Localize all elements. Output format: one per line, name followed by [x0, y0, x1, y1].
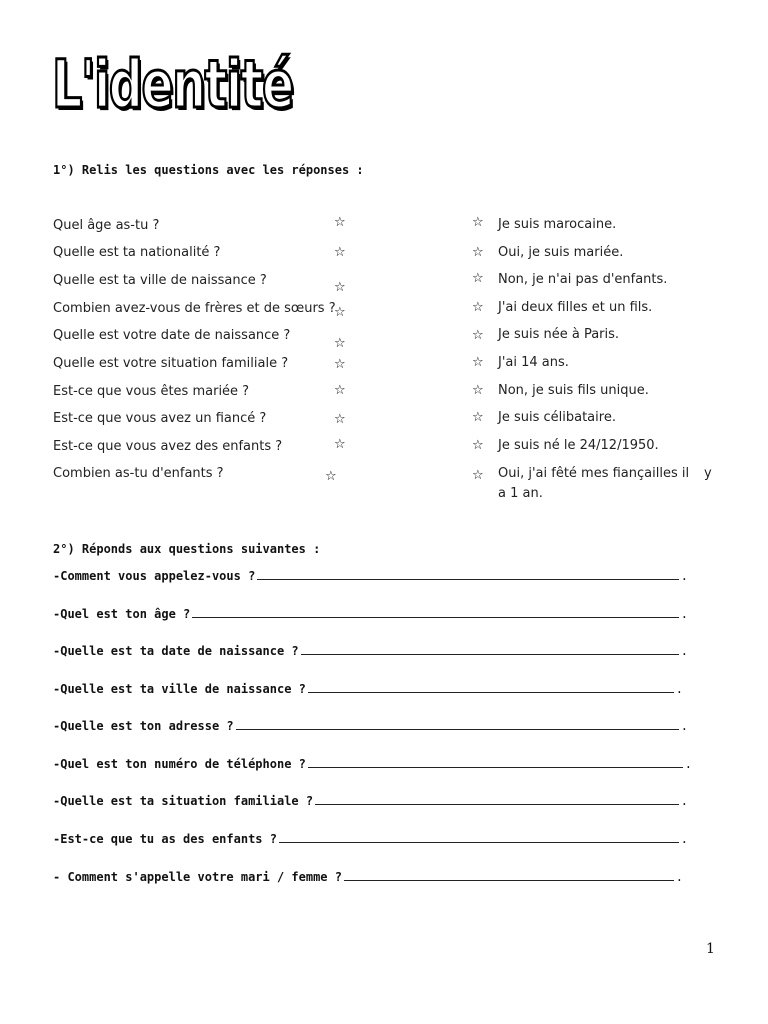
- fill-question: -Quelle est ton adresse ?: [53, 719, 234, 733]
- star-icon[interactable]: ☆: [472, 438, 484, 453]
- end-mark: .: [680, 794, 688, 808]
- match-answer: Oui, je suis mariée.: [498, 245, 624, 260]
- fill-question: -Quelle est ta ville de naissance ?: [53, 682, 306, 696]
- star-icon[interactable]: ☆: [472, 328, 484, 343]
- match-answer: Je suis célibataire.: [498, 410, 616, 425]
- end-mark: .: [675, 870, 683, 884]
- match-answer: Je suis marocaine.: [498, 217, 617, 232]
- star-icon[interactable]: ☆: [472, 468, 484, 483]
- match-answer: Non, je n'ai pas d'enfants.: [498, 272, 668, 287]
- end-mark: .: [680, 644, 688, 658]
- fill-question: -Quelle est ta situation familiale ?: [53, 794, 314, 808]
- fill-question: -Quel est ton âge ?: [53, 607, 191, 621]
- star-icon[interactable]: ☆: [334, 412, 346, 427]
- match-answer: Non, je suis fils unique.: [498, 383, 649, 398]
- match-answer: Je suis née à Paris.: [498, 327, 620, 342]
- match-question: Quelle est votre situation familiale ?: [53, 356, 289, 371]
- answer-field[interactable]: [344, 870, 674, 881]
- end-mark: .: [680, 832, 688, 846]
- end-mark: .: [684, 757, 692, 771]
- end-mark: .: [675, 682, 683, 696]
- match-question: Combien as-tu d'enfants ?: [53, 466, 224, 481]
- match-question: Est-ce que vous avez un fiancé ?: [53, 411, 267, 426]
- end-mark: .: [680, 569, 688, 583]
- star-icon[interactable]: ☆: [334, 245, 346, 260]
- match-question: Quelle est votre date de naissance ?: [53, 328, 291, 343]
- answer-line-row: [53, 569, 688, 583]
- match-question: Est-ce que vous êtes mariée ?: [53, 384, 250, 399]
- answer-line-row: [53, 757, 692, 771]
- section1-heading: 1°) Relis les questions avec les réponses :: [53, 163, 364, 177]
- end-mark: .: [680, 719, 688, 733]
- match-question: Quelle est ta nationalité ?: [53, 245, 221, 260]
- answer-line-row: [53, 607, 688, 621]
- star-icon[interactable]: ☆: [472, 383, 484, 398]
- answer-field[interactable]: [315, 794, 679, 805]
- star-icon[interactable]: ☆: [472, 300, 484, 315]
- answer-line-row: [53, 870, 683, 884]
- answer-field[interactable]: [279, 832, 679, 843]
- match-question: Combien avez-vous de frères et de sœurs ?: [53, 301, 336, 316]
- answer-field[interactable]: [192, 607, 678, 618]
- answer-line-row: [53, 644, 688, 658]
- section2-heading: 2°) Réponds aux questions suivantes :: [53, 542, 321, 556]
- star-icon[interactable]: ☆: [325, 469, 337, 484]
- answer-field[interactable]: [308, 757, 683, 768]
- answer-field[interactable]: [236, 719, 679, 730]
- fill-question: -Quel est ton numéro de téléphone ?: [53, 757, 306, 771]
- answer-line-row: [53, 794, 688, 808]
- star-icon[interactable]: ☆: [472, 355, 484, 370]
- star-icon[interactable]: ☆: [334, 215, 346, 230]
- page-number: 1: [706, 941, 715, 957]
- answer-line-row: [53, 719, 688, 733]
- end-mark: .: [680, 607, 688, 621]
- star-icon[interactable]: ☆: [334, 357, 346, 372]
- page-title: L'identité: [52, 46, 293, 123]
- match-answer: J'ai 14 ans.: [498, 355, 569, 370]
- answer-field[interactable]: [308, 682, 674, 693]
- fill-question: -Quelle est ta date de naissance ?: [53, 644, 299, 658]
- star-icon[interactable]: ☆: [334, 336, 346, 351]
- answer-field[interactable]: [257, 569, 678, 580]
- star-icon[interactable]: ☆: [334, 305, 346, 320]
- match-answer: J'ai deux filles et un fils.: [498, 300, 653, 315]
- star-icon[interactable]: ☆: [472, 215, 484, 230]
- match-answer: Je suis né le 24/12/1950.: [498, 438, 659, 453]
- star-icon[interactable]: ☆: [472, 410, 484, 425]
- fill-question: - Comment s'appelle votre mari / femme ?: [53, 870, 342, 884]
- fill-question: -Est-ce que tu as des enfants ?: [53, 832, 277, 846]
- match-answer-continuation: y: [704, 466, 712, 481]
- match-answer: Oui, j'ai fêté mes fiançailles il: [498, 466, 690, 481]
- match-question: Est-ce que vous avez des enfants ?: [53, 439, 283, 454]
- match-question: Quel âge as-tu ?: [53, 218, 160, 233]
- match-answer-continuation: a 1 an.: [498, 486, 543, 501]
- answer-line-row: [53, 682, 683, 696]
- star-icon[interactable]: ☆: [472, 271, 484, 286]
- match-question: Quelle est ta ville de naissance ?: [53, 273, 267, 288]
- star-icon[interactable]: ☆: [472, 245, 484, 260]
- star-icon[interactable]: ☆: [334, 280, 346, 295]
- star-icon[interactable]: ☆: [334, 383, 346, 398]
- answer-field[interactable]: [301, 644, 679, 655]
- answer-line-row: [53, 832, 688, 846]
- star-icon[interactable]: ☆: [334, 437, 346, 452]
- fill-question: -Comment vous appelez-vous ?: [53, 569, 256, 583]
